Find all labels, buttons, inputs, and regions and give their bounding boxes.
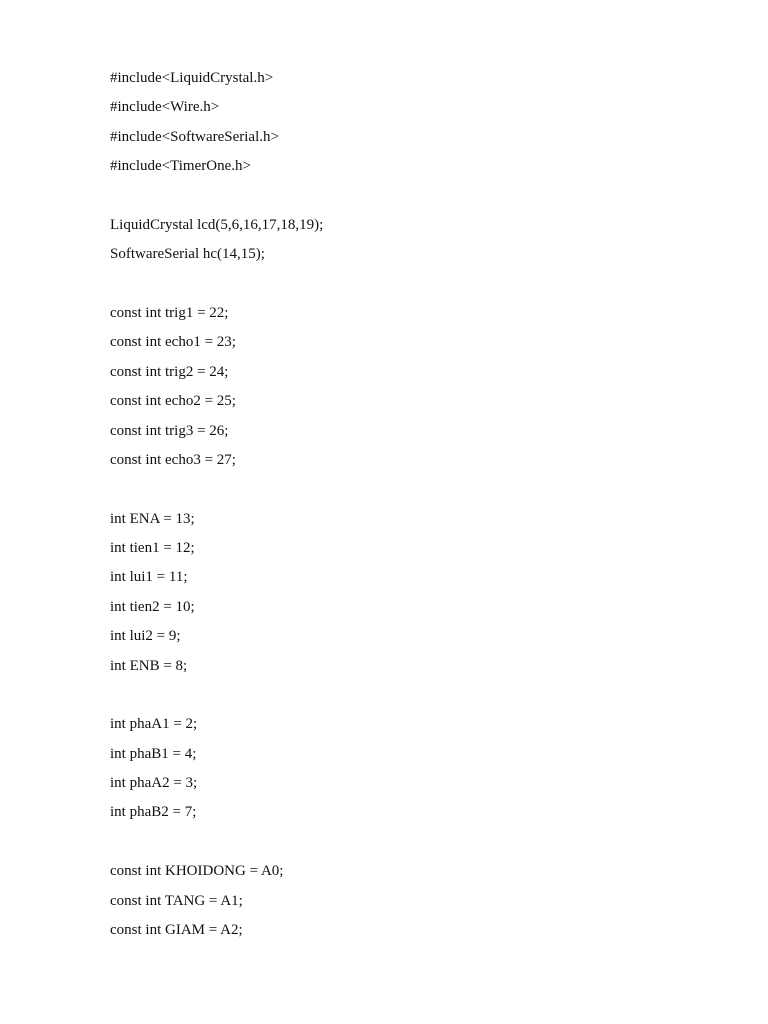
code-line: const int echo3 = 27; xyxy=(110,451,236,468)
code-line: int phaA2 = 3; xyxy=(110,775,198,791)
code-line: int lui1 = 11; xyxy=(110,569,188,586)
code-listing xyxy=(110,64,323,945)
blank-line xyxy=(110,182,323,211)
code-line: const int KHOIDONG = A0; xyxy=(110,863,284,880)
blank-line xyxy=(110,475,323,504)
code-line: const int trig2 = 24; xyxy=(110,363,229,380)
code-line: const int echo2 = 25; xyxy=(110,393,236,410)
code-line: int tien2 = 10; xyxy=(110,598,195,615)
code-line: #include<SoftwareSerial.h> xyxy=(110,128,279,145)
code-line: const int echo1 = 23; xyxy=(110,334,236,351)
code-line: const int trig1 = 22; xyxy=(110,305,229,321)
code-line: int phaB1 = 4; xyxy=(110,745,197,762)
blank-line xyxy=(110,828,323,857)
code-line: #include<TimerOne.h> xyxy=(110,158,251,175)
code-line: const int GIAM = A2; xyxy=(110,921,243,938)
code-line: int ENA = 13; xyxy=(110,510,195,527)
code-line: int phaB2 = 7; xyxy=(110,804,197,821)
code-line: int ENB = 8; xyxy=(110,657,188,674)
blank-line xyxy=(110,681,323,710)
code-line: const int trig3 = 26; xyxy=(110,422,229,439)
blank-line xyxy=(110,270,323,299)
code-line: #include<Wire.h> xyxy=(110,99,220,116)
code-line: #include<LiquidCrystal.h> xyxy=(110,70,274,86)
code-line: int tien1 = 12; xyxy=(110,540,195,556)
code-line: int phaA1 = 2; xyxy=(110,716,198,733)
code-line: SoftwareSerial hc(14,15); xyxy=(110,246,265,263)
code-line: const int TANG = A1; xyxy=(110,892,243,909)
code-line: int lui2 = 9; xyxy=(110,628,181,645)
code-line: LiquidCrystal lcd(5,6,16,17,18,19); xyxy=(110,216,324,233)
